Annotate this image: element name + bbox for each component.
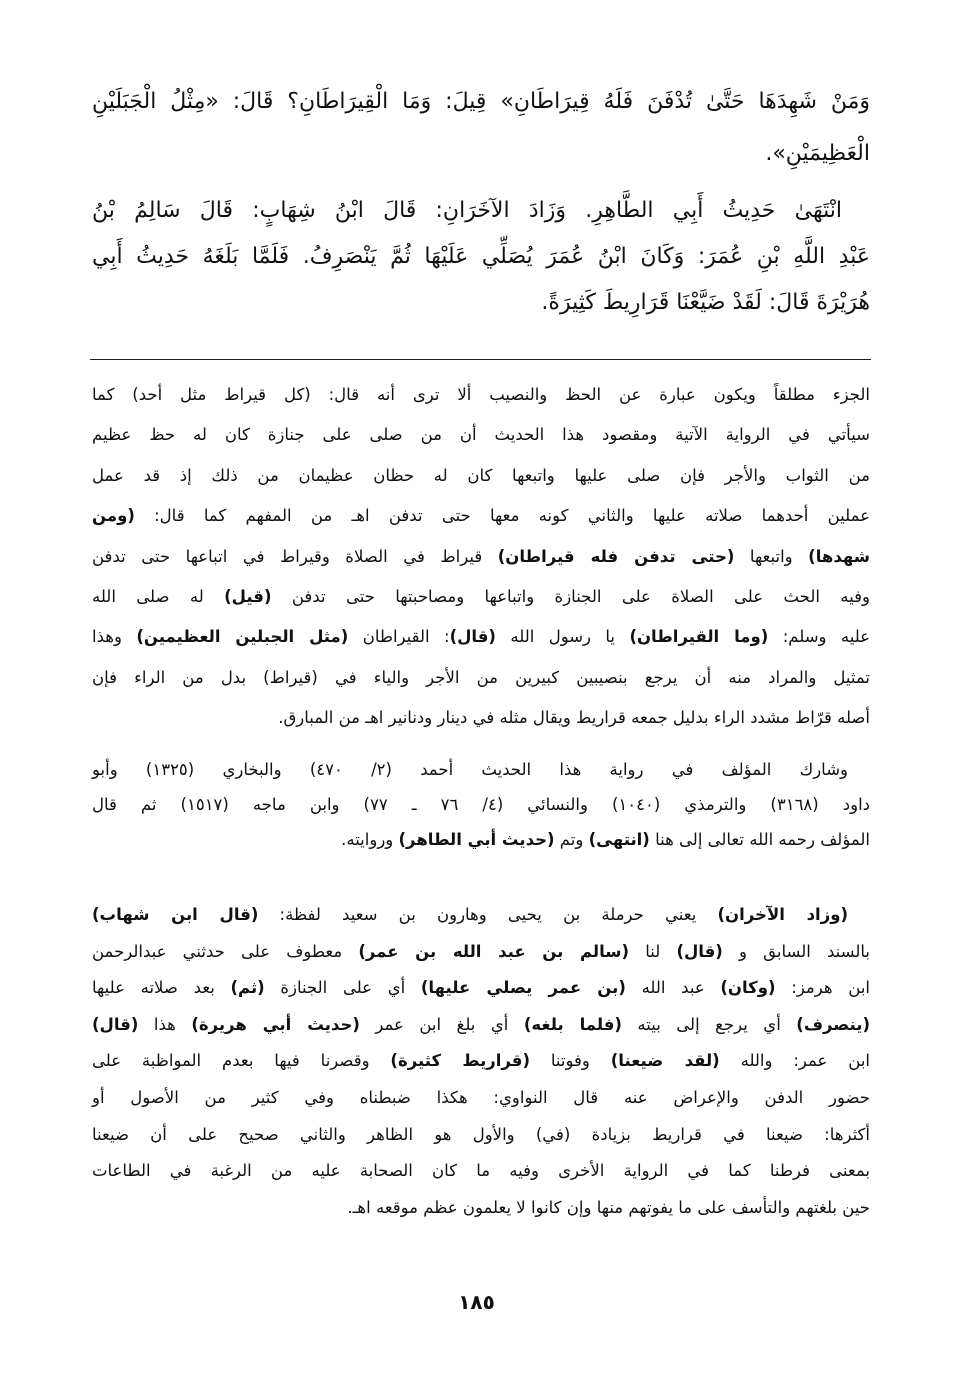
- text-segment: حضور الدفن والإعراض عنه قال النواوي: هكذا ضبطناه وفي كثير من الأصول أو: [92, 1087, 870, 1107]
- text-line: [92, 1043, 870, 1080]
- text-segment: داود (٣١٦٨) والترمذي (١٠٤٠) والنسائي (٤/ ٧٦ ـ ٧٧) وابن ماجه (١٥١٧) ثم قال: [92, 795, 871, 814]
- text-segment: بمعنى فرطنا كما في الرواية الأخرى وفيه ما كان الصحابة عليه من الرغبة في الطاعات: [92, 1161, 870, 1181]
- hadith-text-paragraph: [92, 188, 870, 326]
- text-segment: هذا: [138, 1014, 192, 1034]
- bold-quoted-phrase: (قال ابن شهاب): [92, 905, 259, 924]
- text-segment: ابن عمر: والله: [719, 1051, 871, 1071]
- text-segment: أي يرجع إلى بيته: [621, 1014, 797, 1034]
- text-segment: عملين أحدهما صلاته عليها والثاني كونه معها حتى تدفن اهـ من المفهم كما قال:: [134, 506, 870, 526]
- text-segment: انْتَهَىٰ حَدِيثُ أَبِي الطَّاهِرِ. وَزَادَ الآخَرَانِ: قَالَ ابْنُ شِهَابٍ: قَالَ سَالِمُ بْنُ: [92, 198, 842, 223]
- bold-quoted-phrase: (قال): [92, 1014, 139, 1034]
- text-line: [92, 1153, 870, 1190]
- text-segment: تمثيل والمراد منه أن يرجع بنصيبين كبيرين من الأجر والياء في (قيراط) بدل من الراء فإن: [92, 667, 870, 687]
- text-line: [92, 375, 870, 415]
- bold-quoted-phrase: شهدها): [808, 546, 870, 566]
- text-line: [92, 1080, 870, 1117]
- text-line: [92, 496, 870, 536]
- text-segment: سيأتي في الرواية الآتية ومقصود هذا الحديث أن من صلى على جنازة كان له حظ عظيم: [92, 425, 870, 445]
- text-line: [92, 234, 870, 280]
- text-line: [92, 1117, 870, 1154]
- text-line: [92, 280, 870, 326]
- bold-quoted-phrase: (ومن: [92, 506, 135, 526]
- text-line: [92, 1190, 870, 1227]
- text-segment: وشارك المؤلف في رواية هذا الحديث أحمد (٢/ ٤٧٠) والبخاري (١٣٢٥) وأبو: [92, 760, 848, 779]
- text-line: [92, 537, 870, 577]
- footnote-separator-rule: [90, 359, 871, 360]
- text-segment: بعد صلاته عليها: [92, 978, 231, 998]
- text-line: [92, 897, 870, 934]
- bold-quoted-phrase: (فلما بلغه): [523, 1014, 622, 1034]
- text-line: [92, 128, 870, 180]
- text-segment: وفيه الحث على الصلاة على الجنازة واتباعها ومصاحبتها حتى تدفن: [271, 587, 870, 607]
- bold-quoted-phrase: (حتى تدفن فله قيراطان): [497, 546, 735, 566]
- bold-quoted-phrase: (وزاد الآخران): [717, 905, 848, 924]
- text-segment: يا رسول الله: [495, 627, 630, 647]
- bold-quoted-phrase: (قال): [676, 941, 723, 961]
- text-segment: الجزء مطلقاً ويكون عبارة عن الحظ والنصيب ألا ترى أنه قال: (كل قيراط مثل أحد) كما: [92, 385, 870, 404]
- text-line: [92, 577, 870, 617]
- text-segment: وَمَنْ شَهِدَهَا حَتَّىٰ تُدْفَنَ فَلَهُ قِيرَاطَانِ» قِيلَ: وَمَا الْقِيرَاطَانِ؟ قَالَ: «مِثْلُ الْجَبَلَيْنِ: [92, 89, 870, 114]
- text-segment: عليه وسلم:: [768, 627, 871, 647]
- text-segment: لنا: [629, 941, 677, 961]
- bold-quoted-phrase: (وما القيراطان): [629, 627, 769, 647]
- text-line: [92, 188, 870, 234]
- text-segment: وفوتنا: [530, 1051, 611, 1071]
- text-line: [92, 76, 870, 128]
- text-segment: بالسند السابق و: [722, 941, 871, 961]
- commentary-paragraph: [92, 752, 870, 857]
- text-segment: وتم: [554, 830, 589, 849]
- text-segment: وروايته.: [341, 830, 399, 849]
- text-segment: هُرَيْرَةَ قَالَ: لَقَدْ ضَيَّعْنَا قَرَارِيطَ كَثِيرَةً.: [541, 290, 870, 315]
- bold-quoted-phrase: (ينصرف): [796, 1014, 870, 1034]
- bold-quoted-phrase: (لقد ضيعنا): [610, 1051, 720, 1071]
- text-line: [92, 752, 870, 787]
- text-segment: أكثرها: ضيعنا في قراريط بزيادة (في) والأول هو الظاهر والثاني صحيح على أن ضيعنا: [92, 1124, 870, 1144]
- text-segment: قيراط في الصلاة وقيراط في اتباعها حتى تدفن: [92, 546, 498, 566]
- text-segment: الْعَظِيمَيْنِ».: [765, 141, 870, 166]
- commentary-paragraph: [92, 375, 870, 739]
- text-segment: واتبعها: [734, 546, 809, 566]
- bold-quoted-phrase: (حديث أبي هريرة): [191, 1014, 360, 1034]
- text-segment: له صلى الله: [92, 587, 225, 607]
- commentary-paragraph: [92, 897, 870, 1226]
- text-segment: : القيراطان: [348, 627, 450, 647]
- bold-quoted-phrase: (قيل): [224, 587, 272, 607]
- text-segment: وهذا: [92, 627, 137, 647]
- bold-quoted-phrase: (سالم بن عبد الله بن عمر): [358, 941, 630, 961]
- hadith-text-paragraph: [92, 76, 870, 180]
- bold-quoted-phrase: (ثم): [230, 978, 265, 998]
- text-segment: المؤلف رحمه الله تعالى إلى هنا: [649, 830, 870, 849]
- bold-quoted-phrase: (حديث أبي الطاهر): [398, 830, 555, 849]
- text-segment: وقصرنا فيها بعدم المواظبة على: [92, 1051, 391, 1071]
- text-line: [92, 415, 870, 455]
- text-segment: أي على الجنازة: [264, 978, 421, 998]
- bold-quoted-phrase: (مثل الجبلين العظيمين): [136, 627, 349, 647]
- text-line: [92, 658, 870, 698]
- bold-quoted-phrase: (قراريط كثيرة): [390, 1051, 531, 1071]
- bold-quoted-phrase: (قال): [449, 627, 496, 647]
- bold-quoted-phrase: (بن عمر يصلي عليها): [420, 978, 626, 998]
- text-segment: أصله قرّاط مشدد الراء بدليل جمعه قراريط ويقال مثله في دينار ودنانير اهـ من المبارق.: [278, 708, 870, 728]
- text-segment: معطوف على حدثني عبدالرحمن: [92, 941, 359, 961]
- text-segment: من الثواب والأجر فإن صلى عليها واتبعها كان له حظان عظيمان من ذلك إذ قد عمل: [92, 465, 870, 485]
- text-line: [92, 787, 870, 822]
- text-segment: عبد الله: [625, 978, 721, 998]
- bold-quoted-phrase: (وكان): [720, 978, 776, 998]
- text-line: [92, 1007, 870, 1044]
- text-segment: حين بلغتهم والتأسف على ما يفوتهم منها وإن كانوا لا يعلمون عظم موقعه اهـ.: [347, 1197, 870, 1217]
- text-segment: يعني حرملة بن يحيى وهارون بن سعيد لفظة:: [258, 905, 718, 924]
- text-line: [92, 456, 870, 496]
- text-line: [92, 934, 870, 971]
- text-segment: عَبْدِ اللَّهِ بْنِ عُمَرَ: وَكَانَ ابْنُ عُمَرَ يُصَلِّي عَلَيْهَا ثُمَّ يَنْصَرِفُ. فَلَمَّا بَلَغَهُ حَدِيثُ أَبِي: [92, 244, 870, 269]
- text-segment: أي بلغ ابن عمر: [359, 1014, 524, 1034]
- bold-quoted-phrase: (انتهى): [588, 830, 650, 849]
- text-line: [92, 698, 870, 738]
- text-line: [92, 617, 870, 657]
- text-line: [92, 970, 870, 1007]
- text-line: [92, 822, 870, 857]
- page-number: ١٨٥: [458, 1290, 495, 1314]
- text-segment: ابن هرمز:: [775, 978, 870, 998]
